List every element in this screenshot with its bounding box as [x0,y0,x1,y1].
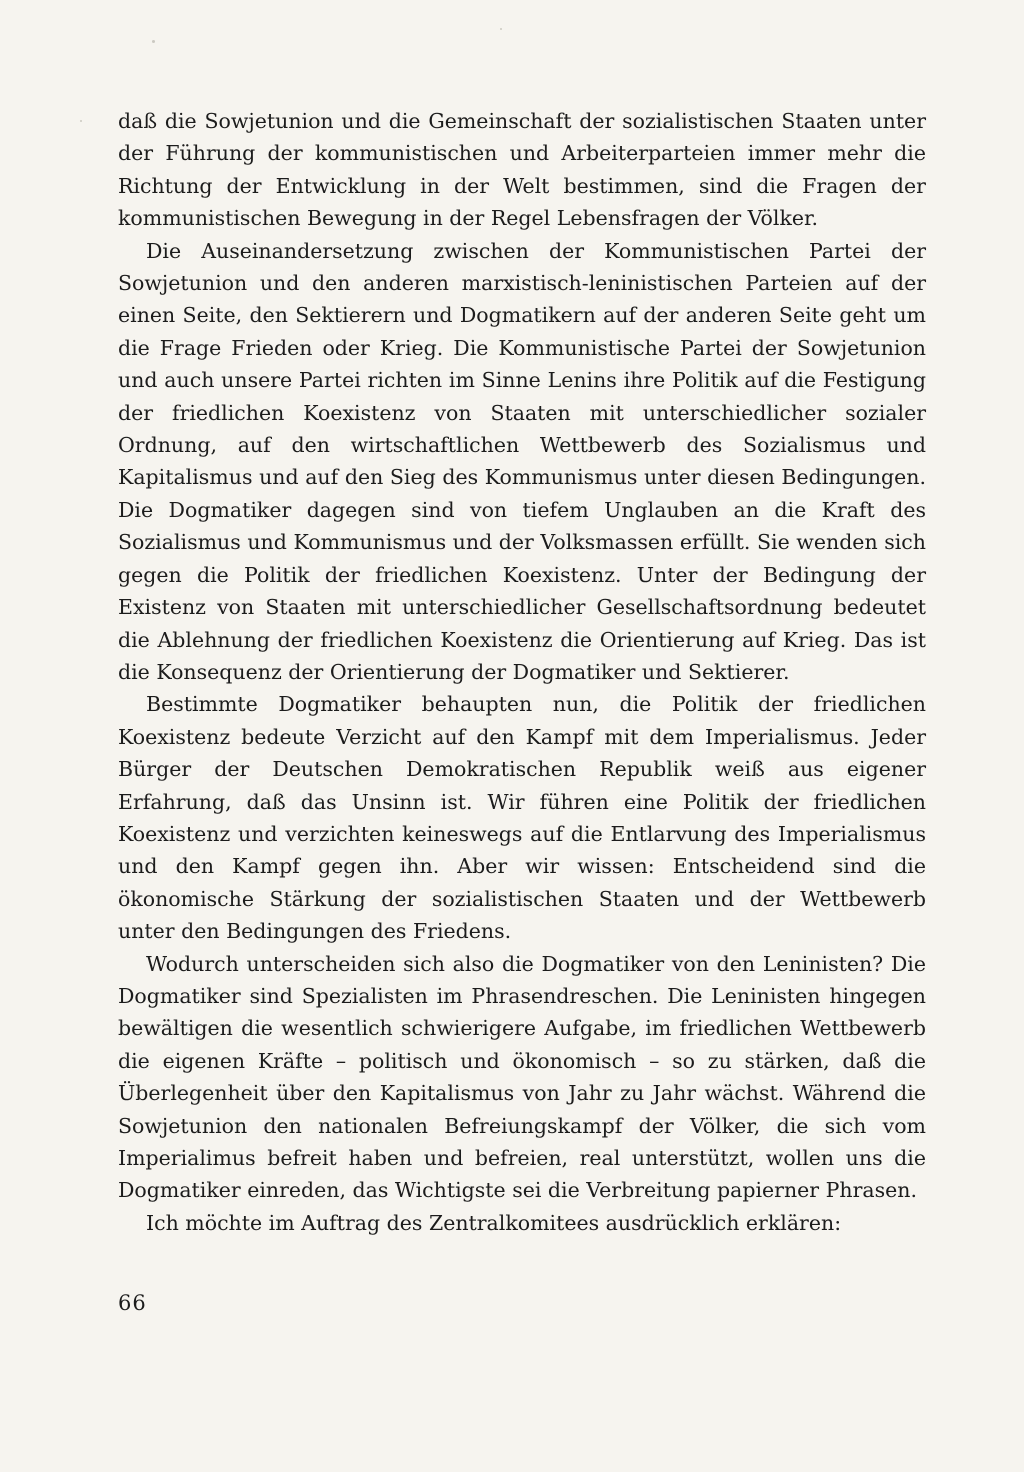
paper-speck [500,28,502,30]
page-number: 66 [118,1291,147,1315]
paper-speck [80,120,82,122]
body-text [118,105,926,1239]
paragraph: Wodurch unterscheiden sich also die Dogmatiker von den Leninisten? Die Dogmatiker sind Spezialisten im Phrasendreschen. Die Leninisten hingegen bewältigen die wesentlich schwierigere Aufgabe, im friedlichen Wettbewerb die eigenen Kräfte – politisch und ökonomisch – so zu stärken, daß die Überlegenheit über den Kapitalismus von Jahr zu Jahr wächst. Während die Sowjetunion den nationalen Befreiungskampf der Völker, die sich vom Imperialimus befreit haben und befreien, real unterstützt, wollen uns die Dogmatiker einreden, das Wichtigste sei die Verbreitung papierner Phrasen. [118,951,926,1203]
paper-speck [152,40,155,43]
paragraph: Die Auseinandersetzung zwischen der Kommunistischen Partei der Sowjetunion und den anderen marxistisch-leninistischen Parteien auf der einen Seite, den Sektierern und Dogmatikern auf der anderen Seite geht um die Frage Frieden oder Krieg. Die Kommunistische Partei der Sowjetunion und auch unsere Partei richten im Sinne Lenins ihre Politik auf die Festigung der friedlichen Koexistenz von Staaten mit unterschiedlicher sozialer Ordnung, auf den wirtschaftlichen Wettbewerb des Sozialismus und Kapitalismus und auf den Sieg des Kommunismus unter diesen Bedingungen. Die Dogmatiker dagegen sind von tiefem Unglauben an die Kraft des Sozialismus und Kommunismus und der Volksmassen erfüllt. Sie wenden sich gegen die Politik der friedlichen Koexistenz. Unter der Bedingung der Existenz von Staaten mit unterschiedlicher Gesellschaftsordnung bedeutet die Ablehnung der friedlichen Koexistenz die Orientierung auf Krieg. Das ist die Konsequenz der Orientierung der Dogmatiker und Sektierer. [118,238,926,684]
paragraph: daß die Sowjetunion und die Gemeinschaft der sozialistischen Staaten unter der Führung der kommunistischen und Arbeiterparteien immer mehr die Richtung der Entwicklung in der Welt bestimmen, sind die Fragen der kommunistischen Bewegung in der Regel Lebensfragen der Völker. [118,109,926,231]
paragraph: Ich möchte im Auftrag des Zentralkomitees ausdrücklich erklären: [146,1210,842,1235]
paragraph: Bestimmte Dogmatiker behaupten nun, die Politik der friedlichen Koexistenz bedeute Verzicht auf den Kampf mit dem Imperialismus. Jeder Bürger der Deutschen Demokratischen Republik weiß aus eigener Erfahrung, daß das Unsinn ist. Wir führen eine Politik der friedlichen Koexistenz und verzichten keineswegs auf die Entlarvung des Imperialismus und den Kampf gegen ihn. Aber wir wissen: Entscheidend sind die ökonomische Stärkung der sozialistischen Staaten und der Wettbewerb unter den Bedingungen des Friedens. [118,692,926,944]
